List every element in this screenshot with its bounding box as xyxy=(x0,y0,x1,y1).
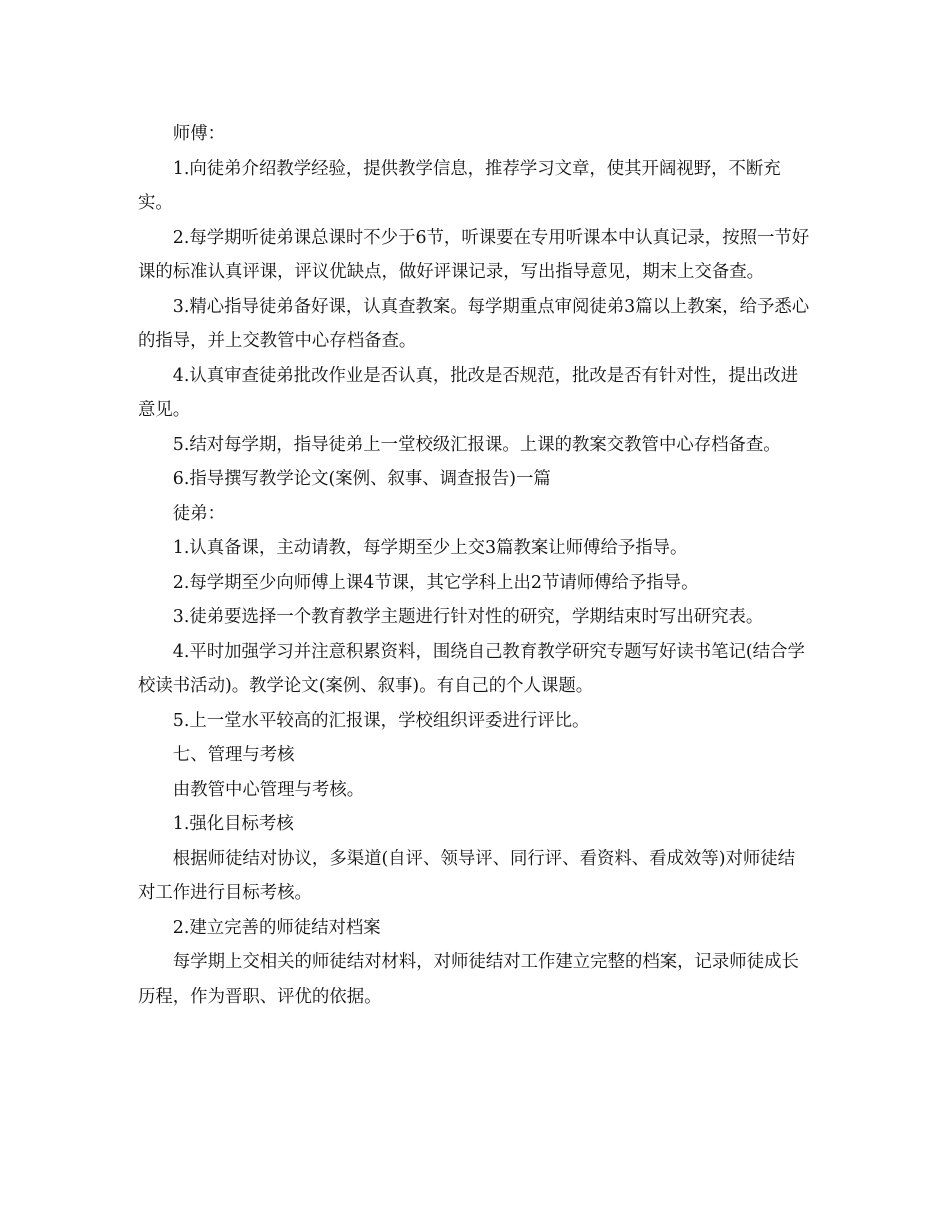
paragraph-mentor-duty-5: 5.结对每学期，指导徒弟上一堂校级汇报课。上课的教案交教管中心存档备查。 xyxy=(172,434,781,455)
paragraph-apprentice-heading: 徒弟： xyxy=(172,503,225,524)
subheading-archive: 2.建立完善的师徒结对档案 xyxy=(172,917,381,938)
paragraph-target-assessment: 根据师徒结对协议，多渠道(自评、领导评、同行评、看资料、看成效等)对师徒结对工作进行目标考核。 xyxy=(138,848,796,903)
subheading-target-assessment: 1.强化目标考核 xyxy=(172,814,294,834)
paragraph-mentor-duty-3: 3.精心指导徒弟备好课，认真查教案。每学期重点审阅徒弟3篇以上教案，给予悉心的指导，并上交教管中心存档备查。 xyxy=(138,296,810,351)
paragraph-apprentice-duty-2: 2.每学期至少向师傅上课4节课，其它学科上出2节请师傅给予指导。 xyxy=(172,572,699,593)
paragraph-apprentice-duty-3: 3.徒弟要选择一个教育教学主题进行针对性的研究，学期结束时写出研究表。 xyxy=(172,607,764,627)
paragraph-mentor-heading: 师傅： xyxy=(172,124,225,144)
paragraph-mentor-duty-4: 4.认真审查徒弟批改作业是否认真，批改是否规范，批改是否有针对性，提出改进意见。 xyxy=(138,365,799,420)
paragraph-apprentice-duty-4: 4.平时加强学习并注意积累资料，围绕自己教育教学研究专题写好读书笔记(结合学校读书活动)。教学论文(案例、叙事)。有自己的个人课题。 xyxy=(138,641,805,696)
paragraph-management-intro: 由教管中心管理与考核。 xyxy=(172,779,365,800)
paragraph-apprentice-duty-1: 1.认真备课，主动请教，每学期至少上交3篇教案让师傅给予指导。 xyxy=(172,538,688,558)
section-heading-management: 七、管理与考核 xyxy=(172,745,295,765)
paragraph-apprentice-duty-5: 5.上一堂水平较高的汇报课，学校组织评委进行评比。 xyxy=(172,710,590,731)
paragraph-mentor-duty-6: 6.指导撰写教学论文(案例、叙事、调查报告)一篇 xyxy=(172,469,551,489)
paragraph-archive: 每学期上交相关的师徒结对材料，对师徒结对工作建立完整的档案，记录师徒成长历程，作为晋职、评优的依据。 xyxy=(138,952,799,1007)
paragraph-mentor-duty-1: 1.向徒弟介绍教学经验，提供教学信息，推荐学习文章，使其开阔视野，不断充实。 xyxy=(138,158,781,213)
paragraph-mentor-duty-2: 2.每学期听徒弟课总课时不少于6节，听课要在专用听课本中认真记录，按照一节好课的标准认真评课，评议优缺点，做好评课记录，写出指导意见，期末上交备查。 xyxy=(138,227,810,282)
